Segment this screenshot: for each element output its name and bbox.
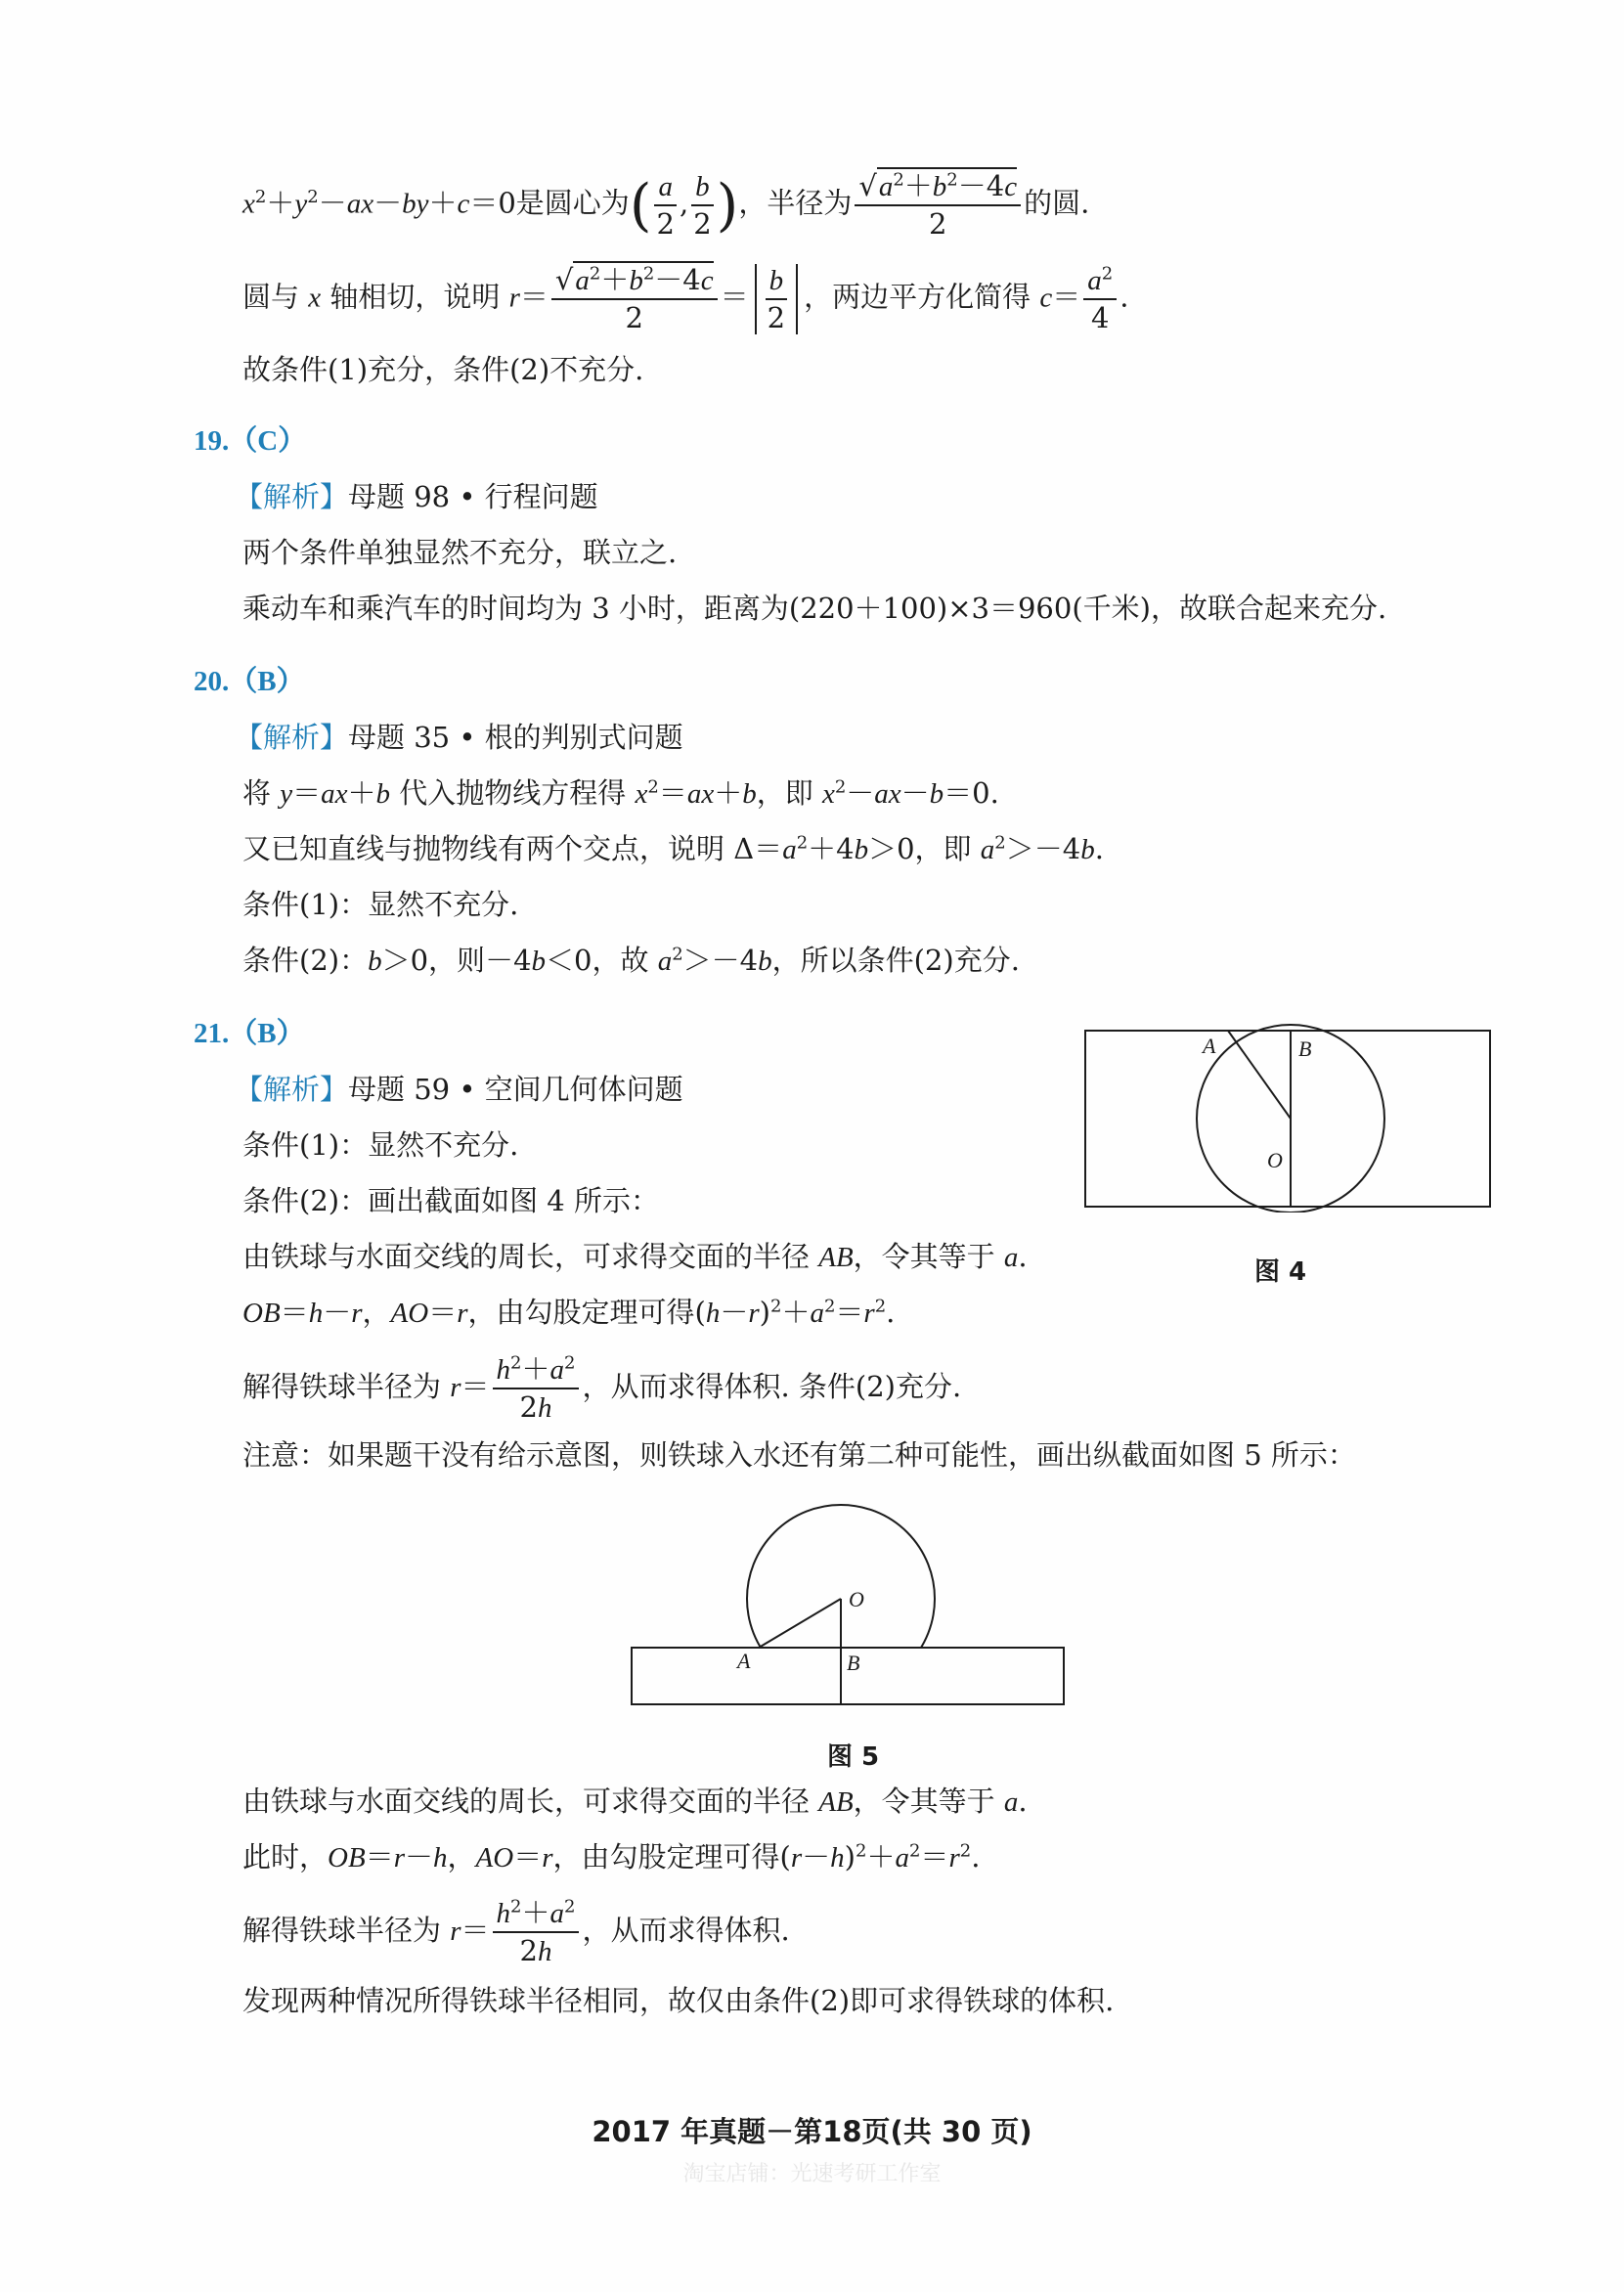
q20-line4: 条件(2)：b＞0，则－4b＜0，故 $a^2>-4b$，所以条件(2)充分. xyxy=(242,944,1020,977)
figure-5 xyxy=(626,1501,1075,1711)
q19-line1: 两个条件单独显然不充分，联立之. xyxy=(242,536,678,569)
q18-circle-line: $x^2+y^2-ax-by+c=0$是圆心为( $\frac{a}{2}$ , $\frac{b}{2}$ )，半径为 $\frac{√a^2+b^2-4c}{2}$ 的圆. xyxy=(242,169,1090,241)
fig4-water-rect xyxy=(1085,1031,1490,1207)
figure-4 xyxy=(1075,1017,1506,1212)
fig5-caption: 图 5 xyxy=(827,1742,880,1772)
q18-tangent-line: 圆与 x 轴相切，说明 r＝ $\frac{√a^2+b^2-4c}{2}$ ＝ $\frac{b}{2}$ ，两边平方化简得 c＝ $\frac{a^2}{4}$ . xyxy=(242,263,1129,334)
q21-line6: 由铁球与水面交线的周长，可求得交面的半径 AB，令其等于 a. xyxy=(242,1785,1028,1818)
q21-note: 注意：如果题干没有给示意图，则铁球入水还有第二种可能性，画出纵截面如图 5 所示： xyxy=(242,1438,1356,1472)
fig5-label-O: O xyxy=(849,1587,864,1611)
q20-line1: 将 y＝ax＋b 代入抛物线方程得 $x^2=ax+b$，即 $x^2-ax-b=0$. xyxy=(242,776,999,810)
q21-line7: 此时，OB＝r－h，AO＝r，由勾股定理可得$(r-h)^2+a^2=r^2$. xyxy=(242,1840,981,1873)
q21-line3: 由铁球与水面交线的周长，可求得交面的半径 AB，令其等于 a. xyxy=(242,1240,1028,1273)
q19-tag: 【解析】 xyxy=(235,480,349,513)
q21-line9: 发现两种情况所得铁球半径相同，故仅由条件(2)即可求得铁球的体积. xyxy=(242,1984,1115,2017)
page-footer: 2017 年真题－第18页(共 30 页) xyxy=(592,2115,1032,2148)
fig5-label-A: A xyxy=(737,1649,751,1673)
fig5-label-B: B xyxy=(847,1651,860,1675)
q21-topic: 【解析】母题 59 • 空间几何体问题 xyxy=(235,1073,683,1106)
q19-topic: 【解析】母题 98 • 行程问题 xyxy=(235,480,598,513)
watermark: 淘宝店铺：光速考研工作室 xyxy=(682,2162,942,2186)
q19-line2: 乘动车和乘汽车的时间均为 3 小时，距离为(220＋100)×3＝960(千米)，故联合起来充分. xyxy=(242,592,1387,625)
fig4-line-AO xyxy=(1228,1031,1291,1119)
q20-number: 20.（B） xyxy=(194,666,305,697)
q20-tag: 【解析】 xyxy=(235,721,349,754)
fig4-label-A: A xyxy=(1203,1034,1216,1058)
q20-topic: 【解析】母题 35 • 根的判别式问题 xyxy=(235,721,683,754)
q18-conclusion: 故条件(1)充分，条件(2)不充分. xyxy=(242,353,644,386)
q21-number: 21.（B） xyxy=(194,1018,305,1049)
q19-number: 19.（C） xyxy=(194,425,307,457)
q21-tag: 【解析】 xyxy=(235,1073,349,1106)
fig4-caption: 图 4 xyxy=(1254,1257,1307,1287)
q20-line3: 条件(1)：显然不充分. xyxy=(242,888,519,921)
q21-line1: 条件(1)：显然不充分. xyxy=(242,1128,519,1162)
q21-line5: 解得铁球半径为 r＝ $\frac{h^2+a^2}{2h}$ ，从而求得体积. 条件(2)充分. xyxy=(242,1352,962,1424)
q21-line8: 解得铁球半径为 r＝ $\frac{h^2+a^2}{2h}$ ，从而求得体积. xyxy=(242,1896,790,1967)
fig4-label-B: B xyxy=(1298,1036,1312,1061)
fig4-label-O: O xyxy=(1267,1148,1283,1172)
q21-line4: OB＝h－r，AO＝r，由勾股定理可得$(h-r)^2+a^2=r^2$. xyxy=(242,1296,896,1329)
q21-line2: 条件(2)：画出截面如图 4 所示： xyxy=(242,1184,659,1217)
q20-line2: 又已知直线与抛物线有两个交点，说明 $\Delta=a^2+4b>0$，即 $a^2>-4b$. xyxy=(242,832,1104,865)
fig5-line-AO xyxy=(759,1599,841,1648)
